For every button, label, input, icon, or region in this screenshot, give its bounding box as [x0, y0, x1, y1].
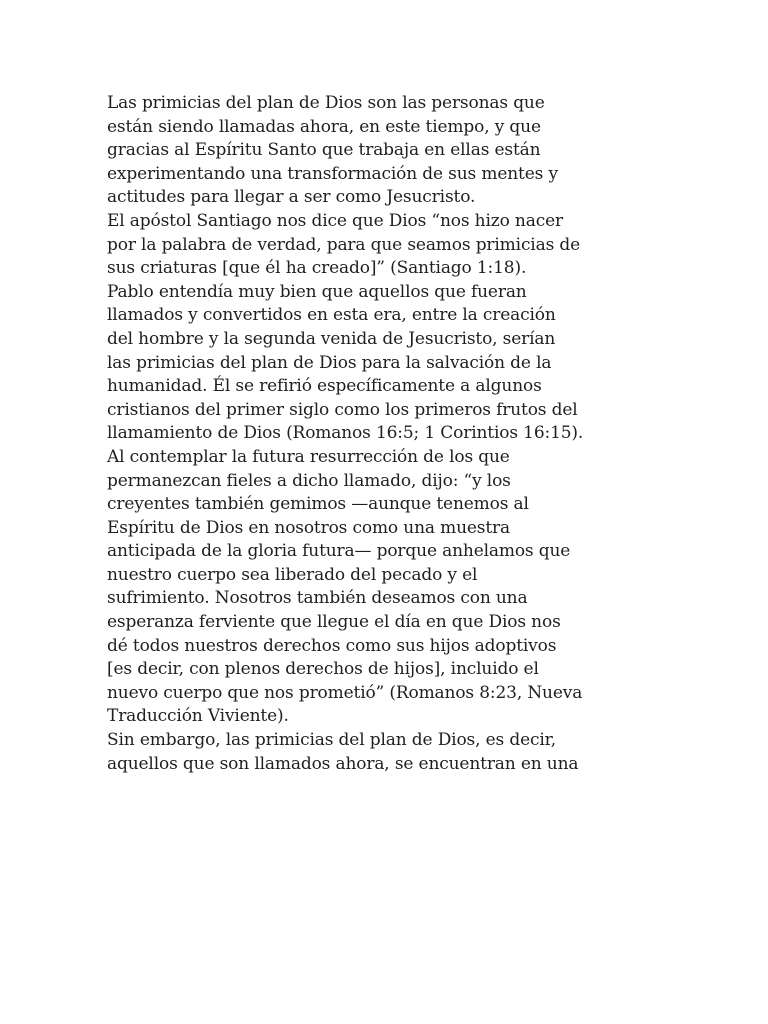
paragraph-line: Pablo entendía muy bien que aquellos que fueran	[107, 281, 527, 302]
paragraph-line: llamados y convertidos en esta era, entre la creación	[107, 305, 556, 326]
paragraph-line: cristianos del primer siglo como los primeros frutos del	[107, 399, 578, 420]
paragraph-line: actitudes para llegar a ser como Jesucristo.	[107, 187, 476, 208]
paragraph-line: humanidad. Él se refirió específicamente a algunos	[107, 376, 542, 397]
paragraph-line: están siendo llamadas ahora, en este tiempo, y que	[107, 116, 541, 137]
paragraph-line: experimentando una transformación de sus mentes y	[107, 163, 558, 184]
paragraph-line: Sin embargo, las primicias del plan de Dios, es decir,	[107, 730, 557, 751]
paragraph-line: sufrimiento. Nosotros también deseamos con una	[107, 588, 528, 609]
paragraph-2	[107, 210, 667, 281]
paragraph-line: creyentes también gemimos —aunque tenemos al	[107, 494, 529, 515]
paragraph-line: Traducción Viviente).	[107, 706, 289, 727]
paragraph-line: Al contemplar la futura resurrección de los que	[107, 446, 510, 467]
paragraph-line: dé todos nuestros derechos como sus hijos adoptivos	[107, 635, 557, 656]
paragraph-line: Espíritu de Dios en nosotros como una muestra	[107, 517, 511, 538]
paragraph-line: sus criaturas [que él ha creado]” (Santiago 1:18).	[107, 258, 527, 279]
paragraph-line: por la palabra de verdad, para que seamos primicias de	[107, 234, 581, 255]
paragraph-line: llamamiento de Dios (Romanos 16:5; 1 Corintios 16:15).	[107, 423, 584, 444]
paragraph-1	[107, 92, 667, 210]
paragraph-line: del hombre y la segunda venida de Jesucristo, serían	[107, 328, 556, 349]
paragraph-line: Las primicias del plan de Dios son las personas que	[107, 93, 545, 113]
paragraph-line: esperanza ferviente que llegue el día en que Dios nos	[107, 612, 561, 633]
paragraph-line: las primicias del plan de Dios para la salvación de la	[107, 352, 552, 373]
paragraph-line: El apóstol Santiago nos dice que Dios “nos hizo nacer	[107, 210, 563, 231]
paragraph-3	[107, 281, 667, 729]
paragraph-4	[107, 729, 667, 776]
document-body	[107, 92, 667, 776]
paragraph-line: permanezcan fieles a dicho llamado, dijo: “y los	[107, 470, 511, 491]
paragraph-line: aquellos que son llamados ahora, se encuentran en una	[107, 753, 579, 774]
paragraph-line: gracias al Espíritu Santo que trabaja en ellas están	[107, 140, 541, 161]
paragraph-line: [es decir, con plenos derechos de hijos], incluido el	[107, 659, 539, 680]
paragraph-line: anticipada de la gloria futura— porque anhelamos que	[107, 541, 571, 562]
paragraph-line: nuestro cuerpo sea liberado del pecado y el	[107, 564, 478, 585]
paragraph-line: nuevo cuerpo que nos prometió” (Romanos 8:23, Nueva	[107, 682, 583, 703]
